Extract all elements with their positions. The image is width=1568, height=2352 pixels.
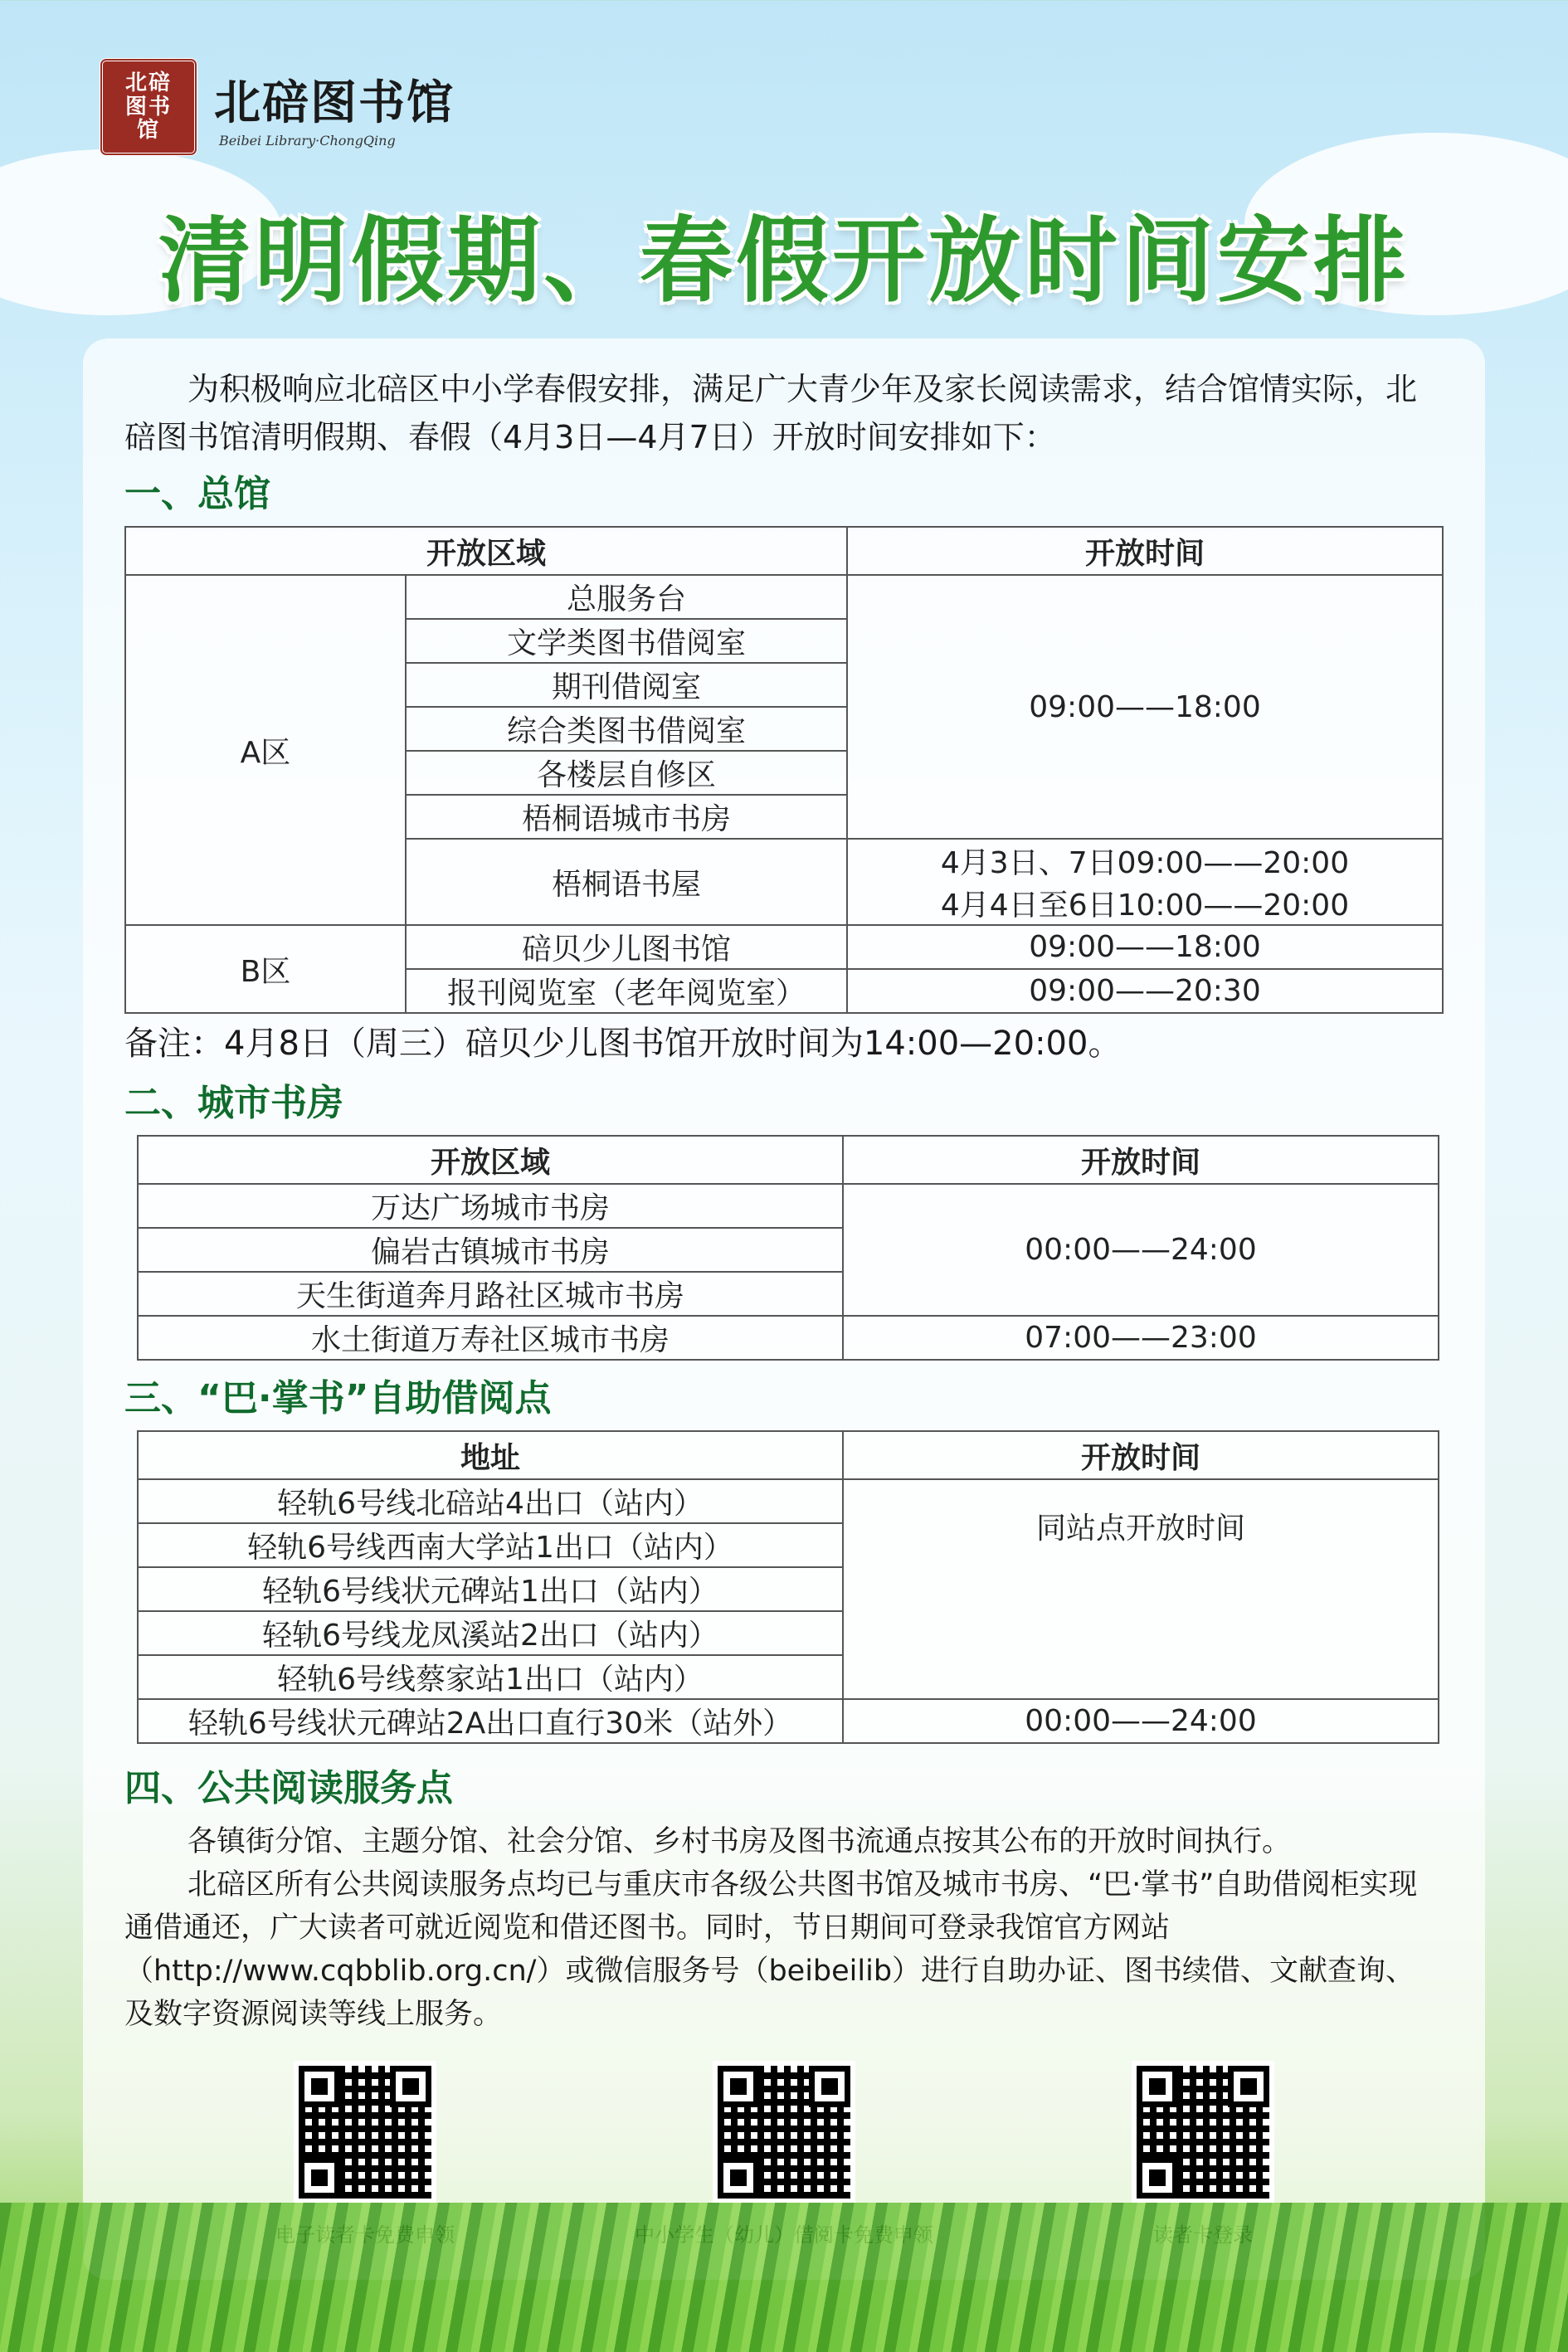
table-cell-time: 09:00——18:00 — [847, 925, 1443, 969]
table-cell-address: 轻轨6号线蔡家站1出口（站内） — [138, 1655, 843, 1699]
table-cell-address: 轻轨6号线西南大学站1出口（站内） — [138, 1523, 843, 1567]
table-cell-room: 报刊阅览室（老年阅览室） — [406, 969, 847, 1013]
intro-paragraph: 为积极响应北碚区中小学春假安排，满足广大青少年及家长阅读需求，结合馆情实际，北碚图书馆清明假期、春假（4月3日—4月7日）开放时间安排如下： — [124, 371, 1418, 455]
table-cell-room: 文学类图书借阅室 — [406, 619, 847, 663]
table-cell-room: 期刊借阅室 — [406, 663, 847, 707]
table-cell-time: 09:00——18:00 — [847, 575, 1443, 839]
table-cell-room: 综合类图书借阅室 — [406, 707, 847, 751]
table-header-time: 开放时间 — [843, 1431, 1439, 1479]
section-city-bookroom-title: 二、城市书房 — [124, 1082, 343, 1124]
section-self-service-title: 三、“巴·掌书”自助借阅点 — [124, 1377, 552, 1419]
table-cell-time: 07:00——23:00 — [843, 1316, 1439, 1360]
table-cell-time: 同站点开放时间 — [843, 1479, 1439, 1699]
reading-points-paragraph: 各镇街分馆、主题分馆、社会分馆、乡村书房及图书流通点按其公布的开放时间执行。 — [187, 1825, 1292, 1858]
table-cell-room: 万达广场城市书房 — [138, 1184, 843, 1228]
poster-title: 清明假期、春假开放时间安排 — [158, 207, 1410, 315]
table-cell-time: 4月4日至6日10:00——20:00 — [847, 882, 1443, 925]
qr-code-icon[interactable] — [294, 2061, 436, 2203]
grass-decoration — [0, 2203, 1568, 2352]
table-cell-address: 轻轨6号线状元碑站2A出口直行30米（站外） — [138, 1699, 843, 1743]
qr-code-icon[interactable] — [713, 2061, 855, 2203]
self-service-table — [137, 1430, 1439, 1744]
table-cell-time: 4月3日、7日09:00——20:00 — [847, 839, 1443, 882]
table-cell-address: 轻轨6号线龙凤溪站2出口（站内） — [138, 1611, 843, 1655]
table-cell-room: 梧桐语书屋 — [406, 839, 847, 925]
table-header-time: 开放时间 — [843, 1136, 1439, 1184]
table-cell-room: 天生街道奔月路社区城市书房 — [138, 1272, 843, 1316]
main-library-note: 备注：4月8日（周三）碚贝少儿图书馆开放时间为14:00—20:00。 — [124, 1025, 1122, 1063]
table-cell-room: 偏岩古镇城市书房 — [138, 1228, 843, 1272]
table-cell-room: 水土街道万寿社区城市书房 — [138, 1316, 843, 1360]
zone-b-label: B区 — [125, 925, 406, 1013]
table-header-address: 地址 — [138, 1431, 843, 1479]
table-cell-room: 碚贝少儿图书馆 — [406, 925, 847, 969]
table-cell-address: 轻轨6号线北碚站4出口（站内） — [138, 1479, 843, 1523]
logo-chinese-name: 北碚图书馆 — [214, 75, 455, 130]
library-seal: 北碚图书馆 — [100, 58, 197, 156]
table-cell-time: 09:00——20:30 — [847, 969, 1443, 1013]
zone-a-label: A区 — [125, 575, 406, 925]
table-cell-time: 00:00——24:00 — [843, 1699, 1439, 1743]
table-header-area: 开放区域 — [125, 527, 847, 575]
logo-english-name: Beibei Library·ChongQing — [219, 132, 396, 149]
table-cell-room: 各楼层自修区 — [406, 751, 847, 795]
section-main-library-title: 一、总馆 — [124, 473, 270, 515]
main-library-table — [124, 526, 1444, 1014]
table-cell-room: 总服务台 — [406, 575, 847, 619]
table-cell-room: 梧桐语城市书房 — [406, 795, 847, 839]
city-bookroom-table — [137, 1135, 1439, 1361]
table-header-time: 开放时间 — [847, 527, 1443, 575]
table-cell-address: 轻轨6号线状元碑站1出口（站内） — [138, 1567, 843, 1611]
table-header-area: 开放区域 — [138, 1136, 843, 1184]
poster-content — [124, 365, 1444, 2247]
qr-code-icon[interactable] — [1132, 2061, 1274, 2203]
table-cell-time: 00:00——24:00 — [843, 1184, 1439, 1316]
section-reading-points-title: 四、公共阅读服务点 — [124, 1767, 453, 1809]
library-logo — [100, 58, 455, 156]
reading-points-paragraph: 北碚区所有公共阅读服务点均已与重庆市各级公共图书馆及城市书房、“巴·掌书”自助借阅柜实现通借通还，广大读者可就近阅览和借还图书。同时，节日期间可登录我馆官方网站（http://www.cqbblib.org.cn/）或微信服务号（beibeilib）进行自助办证、图书续借、文献查询、及数字资源阅读等线上服务。 — [124, 1868, 1418, 2031]
